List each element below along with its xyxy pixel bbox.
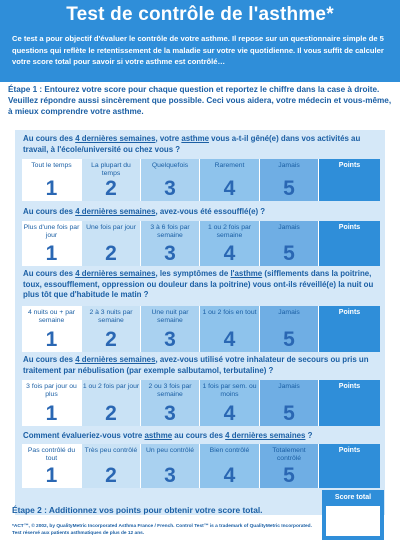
points-box-5[interactable]: [319, 444, 380, 488]
header-banner: [0, 0, 400, 82]
option-score: 5: [283, 177, 295, 200]
q5-text-c: au cours des: [172, 431, 226, 440]
answer-row-4: [22, 380, 380, 426]
option-1-4[interactable]: [200, 159, 260, 201]
option-score: 4: [223, 464, 236, 487]
question-2: [23, 207, 383, 218]
option-label: Jamais: [278, 383, 300, 390]
score-total-field[interactable]: [326, 506, 380, 536]
q1-text-b: 4 dernières semaines: [75, 134, 156, 143]
option-score: 2: [105, 328, 117, 351]
q3-text-b: 4 dernières semaines: [75, 269, 156, 278]
option-label: Quelquefois: [151, 162, 189, 169]
option-2-4[interactable]: [200, 221, 260, 266]
points-box-1[interactable]: [319, 159, 380, 201]
option-score: 1: [45, 402, 58, 425]
q5-text-d: 4 dernières semaines: [225, 431, 306, 440]
answer-row-3: [22, 306, 380, 352]
step2-text: Additionnez vos points pour obtenir votre score total.: [46, 505, 263, 515]
step1-label: Étape 1 :: [8, 85, 43, 94]
question-5: [23, 431, 383, 442]
q2-text-a: Au cours des: [23, 207, 76, 216]
option-score: 2: [105, 177, 117, 200]
option-2-2[interactable]: [82, 221, 141, 266]
option-1-2[interactable]: [82, 159, 141, 201]
q2-text-b: 4 dernières semaines: [75, 207, 156, 216]
option-5-5[interactable]: [260, 444, 319, 488]
option-2-1[interactable]: [22, 221, 82, 266]
answer-row-5: [22, 444, 380, 488]
option-3-5[interactable]: [260, 306, 319, 352]
option-3-1[interactable]: [22, 306, 82, 352]
q5-text-e: ?: [305, 431, 313, 440]
option-3-4[interactable]: [200, 306, 260, 352]
answer-row-1: [22, 159, 380, 201]
q1-text-a: Au cours des: [23, 134, 76, 143]
option-5-1[interactable]: [22, 444, 82, 488]
option-3-2[interactable]: [82, 306, 141, 352]
points-label: Points: [338, 383, 361, 390]
option-label: 2 ou 3 fois par semaine: [148, 383, 192, 399]
option-1-3[interactable]: [141, 159, 200, 201]
option-score: 1: [45, 328, 58, 351]
question-3: [23, 269, 383, 301]
option-score: 5: [283, 464, 295, 487]
option-label: Très peu contrôlé: [84, 447, 138, 454]
option-label: Un peu contrôlé: [146, 447, 194, 454]
option-4-4[interactable]: [200, 380, 260, 426]
points-label: Points: [338, 309, 361, 316]
option-label: 2 à 3 nuits par semaine: [89, 309, 133, 325]
option-score: 3: [164, 402, 176, 425]
page-title: Test de contrôle de l'asthme*: [66, 4, 334, 25]
option-score: 3: [164, 177, 176, 200]
option-label: Totalement contrôlé: [272, 447, 306, 463]
option-5-4[interactable]: [200, 444, 260, 488]
option-score: 1: [45, 177, 58, 200]
option-label: Une fois par jour: [86, 224, 136, 231]
q1-text-e: vous a-t-il gêné(e) dans vos activités au travail, à l'école/université ou chez vous ?: [23, 134, 361, 154]
option-1-1[interactable]: [22, 159, 82, 201]
option-score: 3: [164, 328, 176, 351]
option-label: Bien contrôlé: [209, 447, 250, 454]
option-label: Jamais: [278, 224, 300, 231]
option-label: Rarement: [214, 162, 245, 169]
q4-text-a: Au cours des: [23, 355, 76, 364]
q3-text-a: Au cours des: [23, 269, 76, 278]
option-label: 1 ou 2 fois par jour: [82, 383, 140, 390]
option-score: 3: [164, 464, 176, 487]
q4-text-b: 4 dernières semaines: [75, 355, 156, 364]
step1-instructions: [8, 84, 392, 117]
q3-text-d: l'asthme: [230, 269, 263, 278]
option-label: Jamais: [278, 309, 300, 316]
option-label: Jamais: [278, 162, 300, 169]
option-label: 1 ou 2 fois par semaine: [207, 224, 252, 240]
option-4-2[interactable]: [82, 380, 141, 426]
q4-text-c: , avez-vous utilisé votre inhalateur de secours ou pris un traitement par nébulisation (par exemple salbutamol, terbutaline) ?: [23, 355, 369, 375]
option-1-5[interactable]: [260, 159, 319, 201]
option-2-5[interactable]: [260, 221, 319, 266]
option-label: 4 nuits ou + par semaine: [27, 309, 76, 325]
option-4-1[interactable]: [22, 380, 82, 426]
option-score: 3: [164, 242, 176, 265]
option-score: 4: [223, 242, 236, 265]
step2-label: Étape 2 :: [12, 505, 47, 515]
option-score: 5: [283, 402, 295, 425]
copyright-footer: *ACT™, © 2002, by QualityMetric Incorporated Asthma France / French. Control Test™ is a trademark of QualityMetric Incorporated. Test réservé aux patients asthmatiques de plus de 12 ans.: [12, 524, 312, 536]
q3-text-c: , les symptômes de: [155, 269, 231, 278]
q1-text-c: , votre: [155, 134, 182, 143]
option-score: 5: [283, 328, 295, 351]
q5-text-b: asthme: [144, 431, 173, 440]
option-score: 1: [45, 464, 58, 487]
score-total-label: Score total: [334, 494, 372, 501]
option-label: Pas contrôlé du tout: [27, 447, 76, 463]
option-label: Tout le temps: [31, 162, 72, 169]
q5-text-a: Comment évalueriez-vous votre: [23, 431, 145, 440]
step2-instructions: [12, 505, 312, 515]
option-3-3[interactable]: [141, 306, 200, 352]
option-4-3[interactable]: [141, 380, 200, 426]
option-4-5[interactable]: [260, 380, 319, 426]
option-score: 5: [283, 242, 295, 265]
option-score: 1: [45, 242, 58, 265]
points-label: Points: [338, 162, 361, 169]
option-2-3[interactable]: [141, 221, 200, 266]
option-label: 1 fois par sem. ou moins: [202, 383, 257, 399]
option-label: 1 ou 2 fois en tout: [202, 309, 257, 316]
answer-row-2: [22, 221, 380, 266]
step1-text: Entourez votre score pour chaque question et reportez le chiffre dans la case à droite. Veuillez répondre aussi sincèrement que possible. Ceci vous aidera, votre médecin et vous-même, à mieux comprendre votre asthme.: [8, 85, 392, 116]
option-label: 3 fois par jour ou plus: [26, 383, 77, 399]
option-5-2[interactable]: [82, 444, 141, 488]
points-box-4[interactable]: [319, 380, 380, 426]
question-4: [23, 355, 383, 376]
option-label: 3 à 6 fois par semaine: [150, 224, 190, 240]
option-label: La plupart du temps: [91, 162, 131, 178]
option-score: 2: [105, 242, 117, 265]
q3-text-e: (sifflements dans la poitrine, toux, essoufflement, oppression ou douleur dans la poitrine) vous ont-ils réveillé(e) la nuit ou plus tôt que d'habitude le matin ?: [23, 269, 374, 299]
option-score: 2: [105, 464, 117, 487]
q1-text-d: asthme: [181, 134, 209, 143]
q2-text-c: , avez-vous été essoufflé(e) ?: [155, 207, 266, 216]
points-label: Points: [338, 447, 361, 454]
option-5-3[interactable]: [141, 444, 200, 488]
option-score: 4: [223, 328, 236, 351]
points-box-3[interactable]: [319, 306, 380, 352]
option-score: 2: [105, 402, 117, 425]
intro-text: Ce test a pour objectif d'évaluer le contrôle de votre asthme. Il repose sur un questionnaire simple de 5 questions qui reflète le retentissement de la maladie sur votre vie quotidienne. Il vous suffit de calculer votre score total pour savoir si votre asthme est contrôlé…: [12, 34, 384, 66]
points-box-2[interactable]: [319, 221, 380, 266]
option-score: 4: [223, 402, 236, 425]
score-total-box: [322, 490, 384, 540]
option-score: 4: [223, 177, 236, 200]
option-label: Une nuit par semaine: [151, 309, 189, 325]
points-label: Points: [338, 224, 361, 231]
option-label: Plus d'une fois par jour: [23, 224, 80, 240]
question-1: [23, 134, 383, 155]
